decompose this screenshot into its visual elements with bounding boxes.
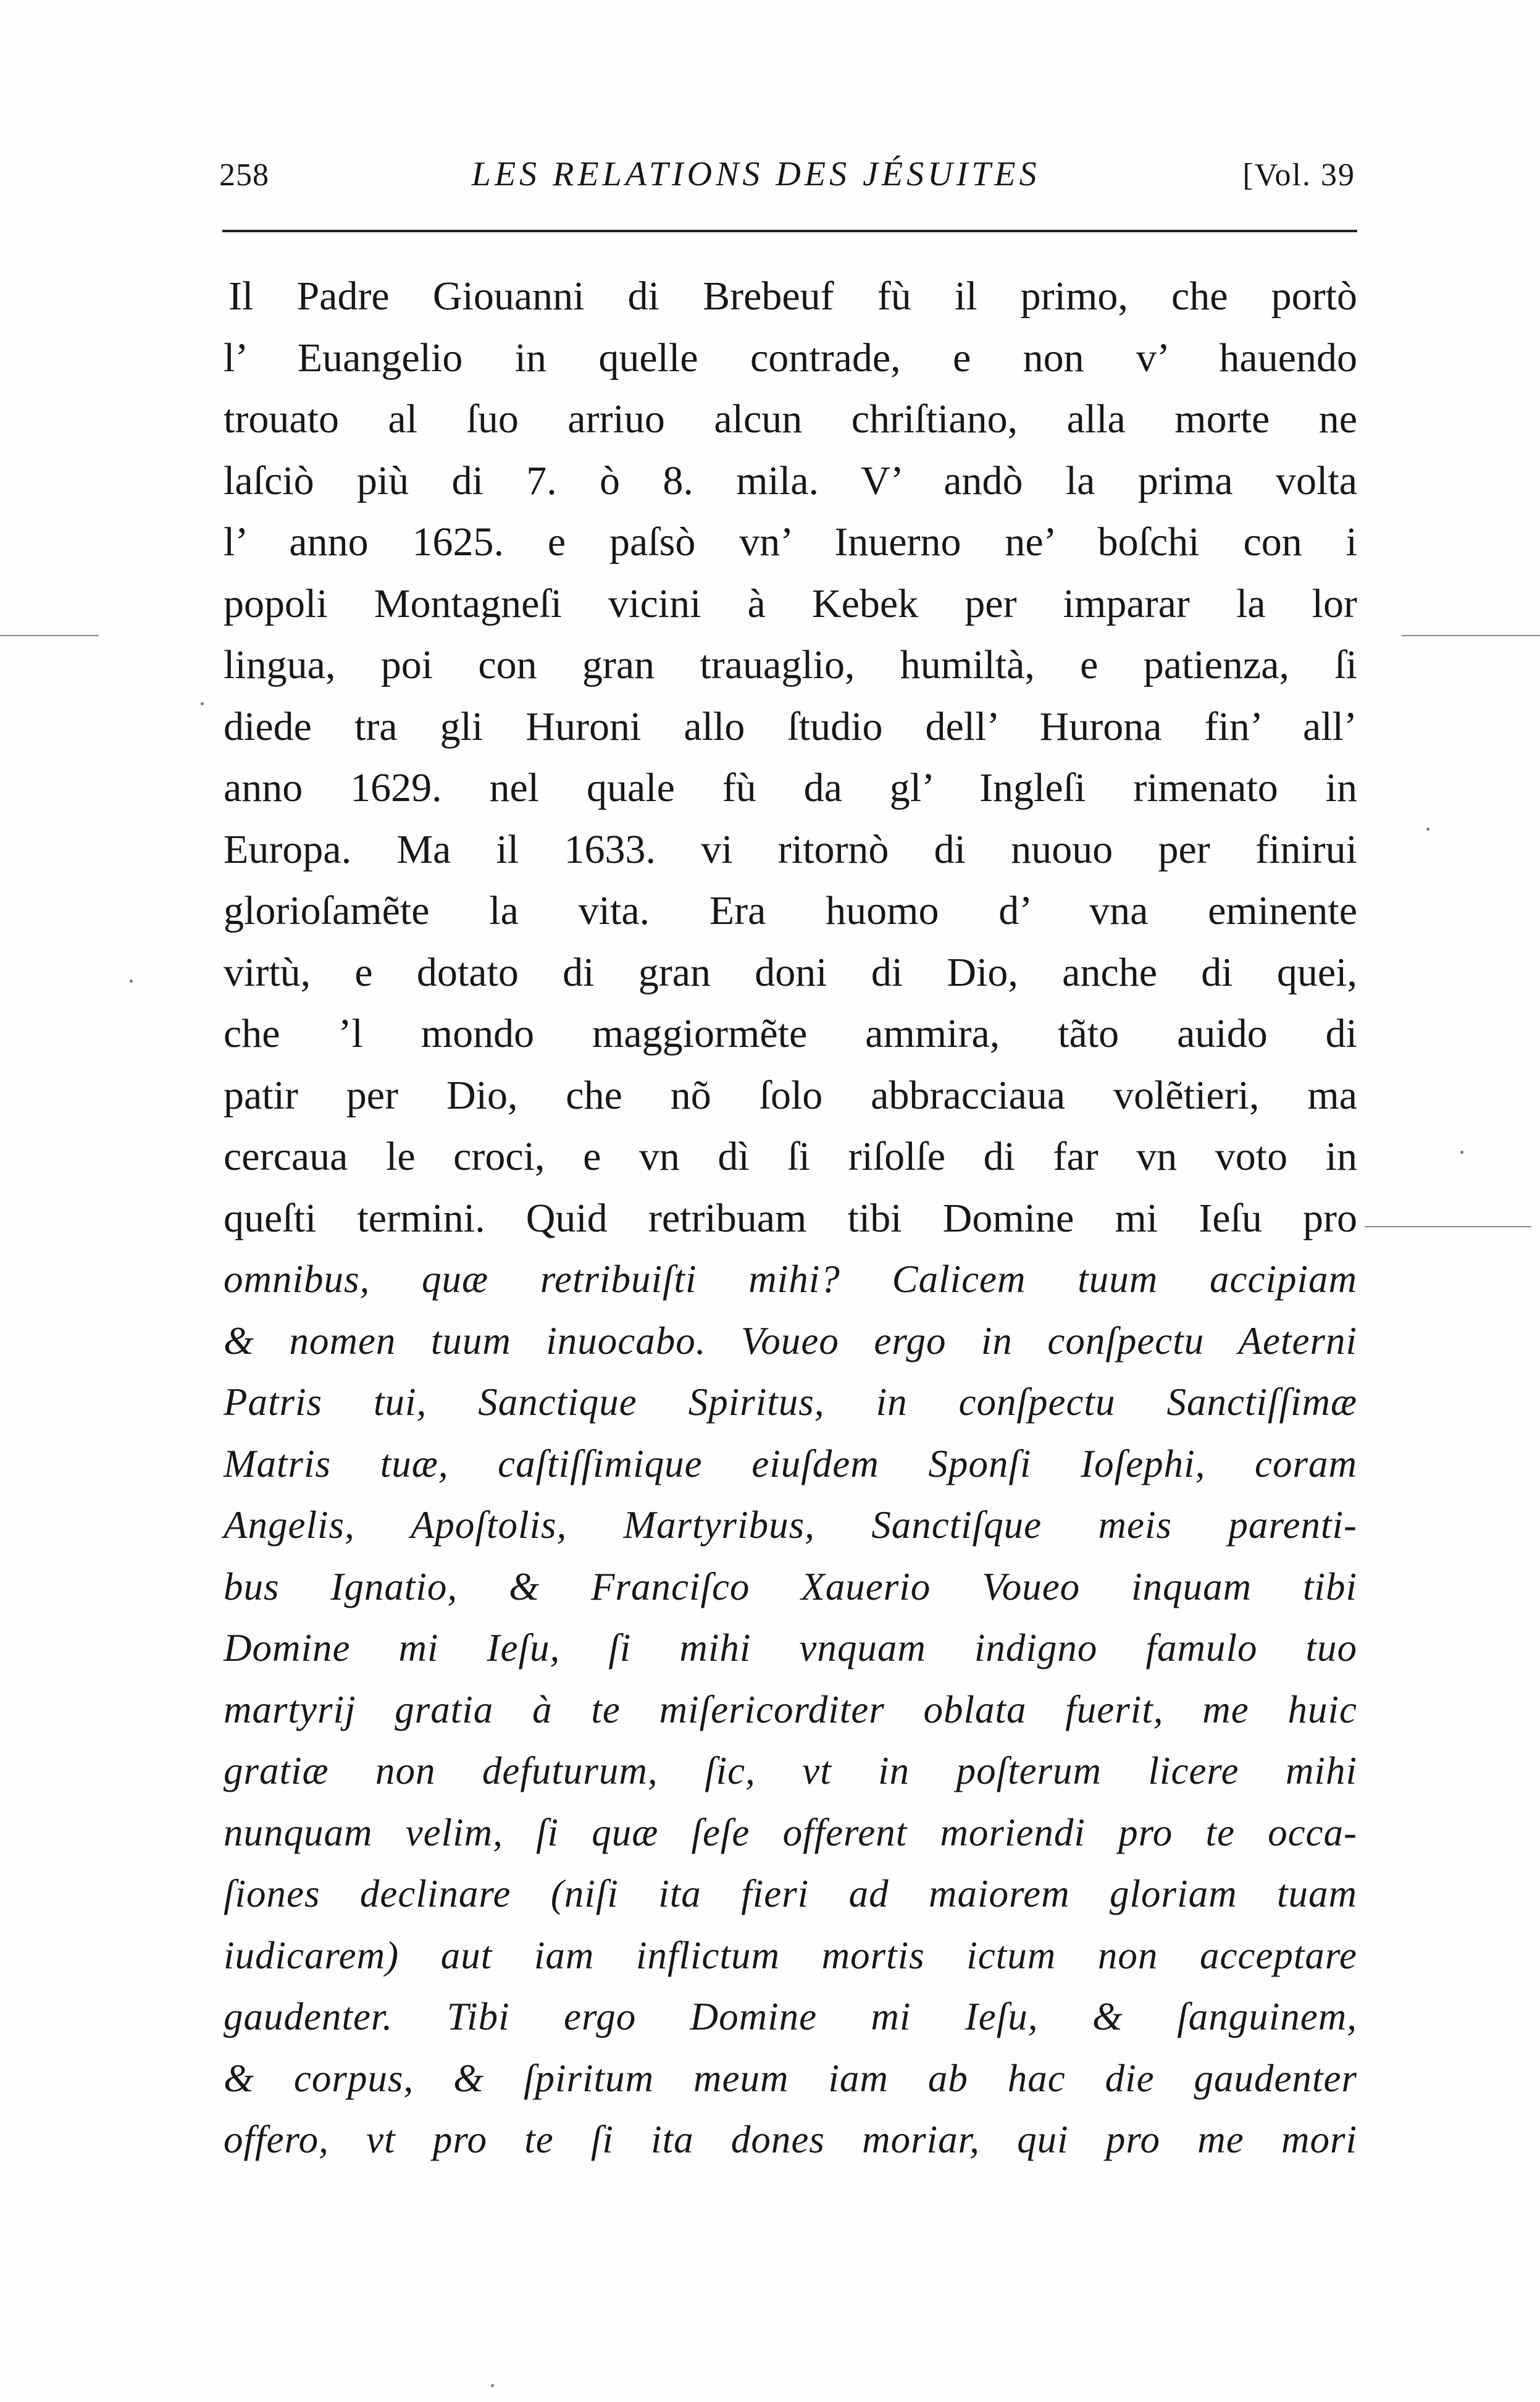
latin-line: Patris tui, Sanctique Spiritus, in conſpectu Sanctiſſimæ (224, 1380, 1357, 1424)
latin-line: iudicarem) aut iam inflictum mortis ictum non acceptare (224, 1933, 1357, 1977)
latin-line: omnibus, quæ retribuiſti mihi? Calicem tuum accipiam (224, 1258, 1357, 1301)
body-text (224, 266, 1357, 2171)
text-line: trouato al ſuo arriuo alcun chriſtiano, alla morte ne (224, 397, 1357, 442)
text-line: patir per Dio, che nõ ſolo abbracciaua volẽtieri, ma (224, 1072, 1357, 1118)
volume-marker: [Vol. 39 (1242, 157, 1355, 193)
latin-line: bus Ignatio, & Franciſco Xauerio Voueo inquam tibi (224, 1564, 1357, 1608)
text-line: l’ Euangelio in quelle contrade, e non v’ hauendo (224, 335, 1357, 380)
latin-line: gaudenter. Tibi ergo Domine mi Ieſu, & ſanguinem, (224, 1995, 1357, 2038)
text-line: virtù, e dotato di gran doni di Dio, anche di quei, (224, 949, 1357, 995)
scan-speck (130, 980, 133, 983)
text-line: Europa. Ma il 1633. vi ritornò di nuouo per finirui (224, 826, 1357, 872)
text-line: lingua, poi con gran trauaglio, humiltà, e patienza, ſi (224, 642, 1357, 687)
latin-line: ſiones declinare (niſi ita fieri ad maiorem gloriam tuam (224, 1872, 1357, 1915)
text-line: laſciò più di 7. ò 8. mila. V’ andò la prima volta (224, 458, 1357, 503)
scan-speck (491, 2384, 494, 2387)
text-line: cercaua le croci, e vn dì ſi riſolſe di far vn voto in (224, 1134, 1357, 1179)
text-line: l’ anno 1625. e paſsò vn’ Inuerno ne’ boſchi con i (224, 519, 1357, 565)
text-line: queſti termini. Quid retribuam tibi Domine mi Ieſu pro (224, 1195, 1357, 1241)
text-line: glorioſamẽte la vita. Era huomo d’ vna eminente (224, 888, 1357, 933)
scan-speck (1426, 828, 1429, 831)
latin-line: nunquam velim, ſi quæ ſeſe offerent moriendi pro te occa- (224, 1810, 1357, 1854)
latin-line: Matris tuæ, caſtiſſimique eiuſdem Sponſi Ioſephi, coram (224, 1442, 1357, 1485)
page-header (219, 154, 1355, 204)
text-line: che ’l mondo maggiormẽte ammira, tãto auido di (224, 1011, 1357, 1056)
text-line: Il Padre Giouanni di Brebeuf fù il primo, che portò (228, 274, 1357, 319)
page-number: 258 (219, 157, 269, 193)
header-rule (222, 230, 1357, 232)
text-line: anno 1629. nel quale fù da gl’ Ingleſi rimenato in (224, 765, 1357, 810)
scan-speck (201, 702, 204, 705)
latin-line: gratiæ non defuturum, ſic, vt in poſterum licere mihi (224, 1749, 1357, 1792)
latin-line: & corpus, & ſpiritum meum iam ab hac die gaudenter (224, 2056, 1357, 2100)
latin-line: offero, vt pro te ſi ita dones moriar, qui pro me mori (224, 2118, 1357, 2161)
scan-speck (1460, 1151, 1463, 1154)
latin-line: Domine mi Ieſu, ſi mihi vnquam indigno famulo tuo (224, 1626, 1357, 1669)
latin-line: martyrij gratia à te miſericorditer oblata fuerit, me huic (224, 1687, 1357, 1731)
scan-mark (1402, 635, 1540, 636)
latin-line: Angelis, Apoſtolis, Martyribus, Sanctiſque meis parenti- (224, 1503, 1357, 1547)
running-title: LES RELATIONS DES JÉSUITES (471, 155, 1040, 193)
scan-mark (1365, 1226, 1531, 1227)
latin-line: & nomen tuum inuocabo. Voueo ergo in conſpectu Aeterni (224, 1319, 1357, 1363)
scan-mark (0, 635, 99, 636)
text-line: popoli Montagneſi vicini à Kebek per imparar la lor (224, 581, 1357, 626)
text-line: diede tra gli Huroni allo ſtudio dell’ Hurona fin’ all’ (224, 703, 1357, 749)
